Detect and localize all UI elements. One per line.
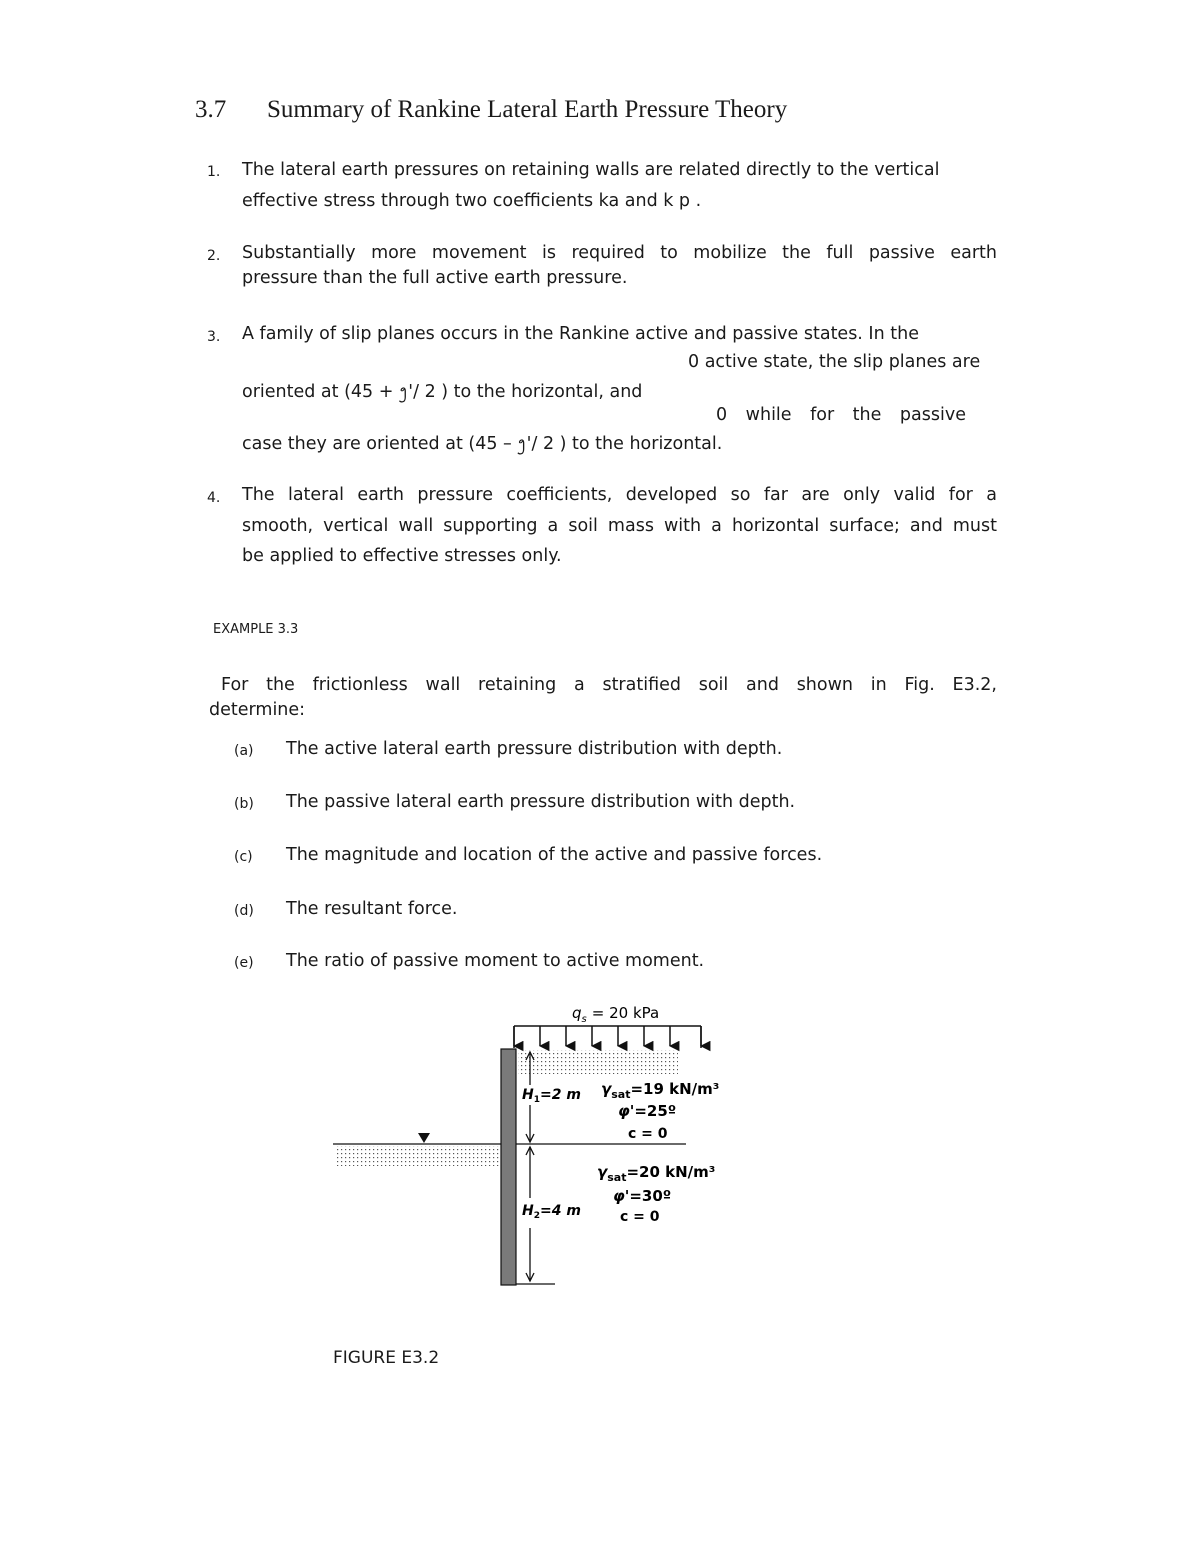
figure-caption: FIGURE E3.2 — [333, 1348, 440, 1368]
part-text: The magnitude and location of the active and passive forces. — [286, 845, 823, 865]
list-item-text-line: Substantially more movement is required to mobilize the full passive earth — [242, 243, 997, 263]
layer1-friction-angle: φ'=25º — [618, 1102, 677, 1120]
part-label: (e) — [234, 955, 254, 971]
section-number: 3.7 — [195, 96, 227, 123]
list-item-number: 1. — [207, 164, 221, 180]
layer2-unit-weight: $\gamma_{sat}=20$ kN/m³ — [597, 1163, 716, 1184]
part-text: The passive lateral earth pressure distribution with depth. — [286, 792, 796, 812]
water-table-icon — [418, 1133, 430, 1143]
list-item-text-line: be applied to effective stresses only. — [242, 546, 562, 566]
list-item-number: 4. — [207, 490, 221, 506]
list-item-text-line: The lateral earth pressure coefficients, developed so far are only valid for a — [242, 485, 997, 505]
part-text: The ratio of passive moment to active moment. — [286, 951, 705, 971]
layer1-cohesion: c = 0 — [628, 1126, 668, 1142]
top-soil-hatch — [518, 1050, 678, 1074]
list-item-text-line: smooth, vertical wall supporting a soil mass with a horizontal surface; and must — [242, 516, 997, 536]
example-intro: For the frictionless wall retaining a stratified soil and shown in Fig. E3.2, — [221, 675, 997, 695]
layer2-cohesion: c = 0 — [620, 1209, 660, 1225]
retaining-wall — [501, 1049, 516, 1285]
h1-label: $H_1=2$ m — [522, 1087, 581, 1105]
layer1-unit-weight: $\gamma_{sat}=19$ kN/m³ — [601, 1080, 720, 1101]
front-soil-hatch — [335, 1146, 501, 1166]
list-item-text-line: The lateral earth pressures on retaining walls are related directly to the vertical — [242, 160, 940, 180]
list-item-text-line: effective stress through two coefficients ka and k p . — [242, 191, 702, 211]
part-label: (a) — [234, 743, 254, 759]
list-item-text-line: pressure than the full active earth pressure. — [242, 268, 628, 288]
h2-label: $H_2=4$ m — [522, 1203, 581, 1221]
list-item-text-line: 0 while for the passive — [716, 405, 966, 425]
list-item-text-line: 0 active state, the slip planes are — [688, 352, 981, 372]
part-label: (b) — [234, 796, 254, 812]
surcharge-label: $q_s = 20$ kPa — [572, 1004, 660, 1025]
list-item-number: 3. — [207, 329, 221, 345]
part-text: The resultant force. — [286, 899, 458, 919]
list-item-text-line: oriented at (45 + ᪂'/ 2 ) to the horizontal, and — [242, 382, 643, 402]
part-label: (d) — [234, 903, 254, 919]
list-item-text-line: A family of slip planes occurs in the Rankine active and passive states. In the — [242, 324, 919, 344]
part-text: The active lateral earth pressure distribution with depth. — [286, 739, 783, 759]
list-item-text-line: case they are oriented at (45 – ᪂'/ 2 ) to the horizontal. — [242, 434, 723, 454]
list-item-number: 2. — [207, 248, 221, 264]
part-label: (c) — [234, 849, 253, 865]
example-intro: determine: — [209, 700, 306, 720]
surcharge-arrows — [514, 1026, 701, 1048]
example-label: EXAMPLE 3.3 — [213, 622, 299, 637]
layer2-friction-angle: φ'=30º — [613, 1187, 672, 1205]
section-title: Summary of Rankine Lateral Earth Pressure Theory — [267, 96, 788, 123]
